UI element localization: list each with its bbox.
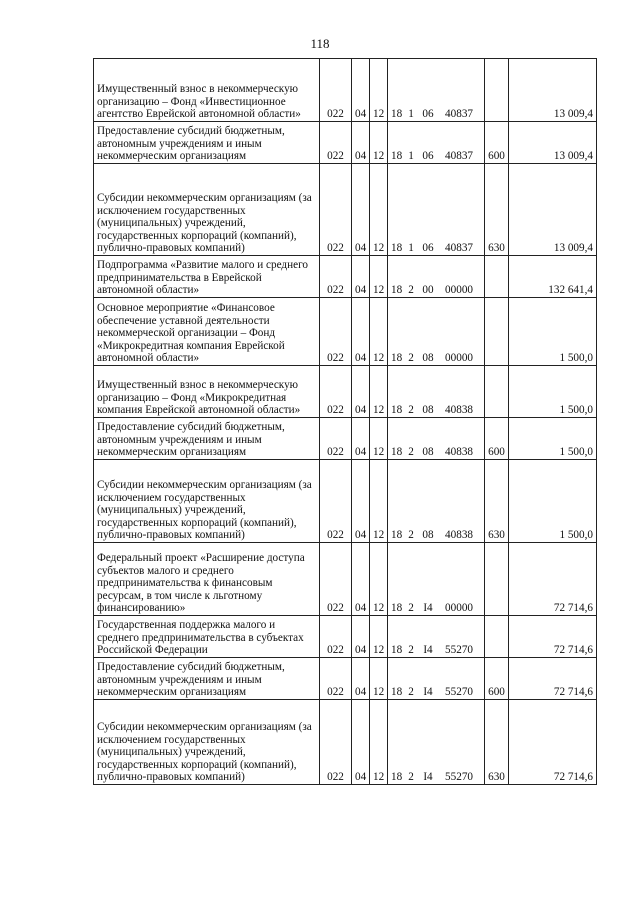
cell-grbs: 022 bbox=[320, 366, 352, 418]
cell-target-article bbox=[388, 256, 485, 298]
cell-subsection: 12 bbox=[370, 616, 388, 658]
cell-amount: 132 641,4 bbox=[509, 256, 597, 298]
article-program: 18 bbox=[391, 150, 403, 163]
cell-expense-type: 630 bbox=[485, 700, 509, 785]
cell-section: 04 bbox=[352, 256, 370, 298]
article-program: 18 bbox=[391, 404, 403, 417]
cell-subsection: 12 bbox=[370, 700, 388, 785]
cell-grbs: 022 bbox=[320, 418, 352, 460]
cell-target-article bbox=[388, 59, 485, 122]
cell-section: 04 bbox=[352, 298, 370, 366]
article-direction: 00000 bbox=[445, 352, 473, 365]
table-row bbox=[94, 460, 597, 543]
cell-target-article bbox=[388, 366, 485, 418]
cell-expense-type bbox=[485, 256, 509, 298]
article-measure: 00 bbox=[422, 284, 434, 297]
page-number: 118 bbox=[310, 36, 330, 51]
cell-section: 04 bbox=[352, 658, 370, 700]
article-measure: 06 bbox=[422, 108, 434, 121]
cell-section: 04 bbox=[352, 700, 370, 785]
cell-target-article bbox=[388, 122, 485, 164]
cell-expense-type bbox=[485, 366, 509, 418]
cell-section: 04 bbox=[352, 366, 370, 418]
article-program: 18 bbox=[391, 352, 403, 365]
cell-expense-type: 600 bbox=[485, 122, 509, 164]
row-name: Федеральный проект «Расширение доступа субъектов малого и среднего предпринимательства к финансовым ресурсам, в том числе к льготному финансированию» bbox=[94, 543, 320, 616]
row-name: Предоставление субсидий бюджетным, автономным учреждениям и иным некоммерческим организациям bbox=[94, 658, 320, 700]
cell-expense-type: 600 bbox=[485, 658, 509, 700]
cell-grbs: 022 bbox=[320, 59, 352, 122]
article-subprogram: 2 bbox=[408, 602, 414, 615]
cell-amount: 1 500,0 bbox=[509, 418, 597, 460]
cell-amount: 72 714,6 bbox=[509, 616, 597, 658]
article-program: 18 bbox=[391, 686, 403, 699]
cell-expense-type bbox=[485, 616, 509, 658]
article-subprogram: 2 bbox=[408, 284, 414, 297]
cell-subsection: 12 bbox=[370, 164, 388, 256]
row-name: Предоставление субсидий бюджетным, автономным учреждениям и иным некоммерческим организациям bbox=[94, 418, 320, 460]
article-program: 18 bbox=[391, 644, 403, 657]
article-direction: 40837 bbox=[445, 108, 473, 121]
article-program: 18 bbox=[391, 446, 403, 459]
article-measure: I4 bbox=[423, 686, 433, 699]
article-measure: I4 bbox=[423, 771, 433, 784]
cell-grbs: 022 bbox=[320, 616, 352, 658]
row-name: Предоставление субсидий бюджетным, автономным учреждениям и иным некоммерческим организациям bbox=[94, 122, 320, 164]
cell-subsection: 12 bbox=[370, 122, 388, 164]
cell-subsection: 12 bbox=[370, 298, 388, 366]
article-subprogram: 2 bbox=[408, 529, 414, 542]
row-name: Субсидии некоммерческим организациям (за исключением государственных (муниципальных) учреждений, государственных корпораций (компаний), публично-правовых компаний) bbox=[94, 164, 320, 256]
article-subprogram: 2 bbox=[408, 352, 414, 365]
table-row bbox=[94, 700, 597, 785]
cell-amount: 72 714,6 bbox=[509, 658, 597, 700]
table-row bbox=[94, 418, 597, 460]
article-subprogram: 2 bbox=[408, 446, 414, 459]
cell-grbs: 022 bbox=[320, 256, 352, 298]
article-direction: 55270 bbox=[445, 771, 473, 784]
table-row bbox=[94, 543, 597, 616]
cell-expense-type: 630 bbox=[485, 460, 509, 543]
cell-grbs: 022 bbox=[320, 460, 352, 543]
table-row bbox=[94, 122, 597, 164]
cell-section: 04 bbox=[352, 418, 370, 460]
cell-grbs: 022 bbox=[320, 164, 352, 256]
row-name: Имущественный взнос в некоммерческую организацию – Фонд «Микрокредитная компания Еврейской автономной области» bbox=[94, 366, 320, 418]
article-direction: 55270 bbox=[445, 686, 473, 699]
table-row bbox=[94, 366, 597, 418]
cell-section: 04 bbox=[352, 543, 370, 616]
cell-subsection: 12 bbox=[370, 256, 388, 298]
table-row bbox=[94, 164, 597, 256]
table-row bbox=[94, 256, 597, 298]
article-direction: 40837 bbox=[445, 242, 473, 255]
cell-expense-type bbox=[485, 298, 509, 366]
table-row bbox=[94, 616, 597, 658]
cell-section: 04 bbox=[352, 59, 370, 122]
cell-amount: 72 714,6 bbox=[509, 543, 597, 616]
table-row bbox=[94, 658, 597, 700]
cell-expense-type bbox=[485, 543, 509, 616]
cell-target-article bbox=[388, 658, 485, 700]
article-direction: 40838 bbox=[445, 404, 473, 417]
article-subprogram: 1 bbox=[408, 150, 414, 163]
article-measure: 08 bbox=[422, 529, 434, 542]
cell-subsection: 12 bbox=[370, 418, 388, 460]
cell-expense-type: 600 bbox=[485, 418, 509, 460]
cell-target-article bbox=[388, 164, 485, 256]
article-program: 18 bbox=[391, 284, 403, 297]
cell-subsection: 12 bbox=[370, 366, 388, 418]
budget-table bbox=[93, 58, 597, 785]
article-direction: 40838 bbox=[445, 529, 473, 542]
row-name: Субсидии некоммерческим организациям (за исключением государственных (муниципальных) учреждений, государственных корпораций (компаний), публично-правовых компаний) bbox=[94, 700, 320, 785]
cell-target-article bbox=[388, 616, 485, 658]
article-subprogram: 2 bbox=[408, 404, 414, 417]
cell-expense-type: 630 bbox=[485, 164, 509, 256]
cell-target-article bbox=[388, 298, 485, 366]
cell-subsection: 12 bbox=[370, 543, 388, 616]
article-subprogram: 1 bbox=[408, 242, 414, 255]
article-program: 18 bbox=[391, 108, 403, 121]
article-subprogram: 2 bbox=[408, 644, 414, 657]
article-subprogram: 2 bbox=[408, 686, 414, 699]
article-program: 18 bbox=[391, 602, 403, 615]
article-measure: 08 bbox=[422, 404, 434, 417]
cell-amount: 13 009,4 bbox=[509, 122, 597, 164]
cell-amount: 72 714,6 bbox=[509, 700, 597, 785]
cell-amount: 1 500,0 bbox=[509, 298, 597, 366]
cell-subsection: 12 bbox=[370, 658, 388, 700]
cell-target-article bbox=[388, 543, 485, 616]
cell-section: 04 bbox=[352, 616, 370, 658]
cell-amount: 13 009,4 bbox=[509, 164, 597, 256]
cell-grbs: 022 bbox=[320, 543, 352, 616]
cell-amount: 1 500,0 bbox=[509, 366, 597, 418]
cell-grbs: 022 bbox=[320, 122, 352, 164]
article-subprogram: 1 bbox=[408, 108, 414, 121]
article-measure: 08 bbox=[422, 352, 434, 365]
cell-section: 04 bbox=[352, 164, 370, 256]
article-measure: I4 bbox=[423, 602, 433, 615]
row-name: Основное мероприятие «Финансовое обеспечение уставной деятельности некоммерческой организации – Фонд «Микрокредитная компания Еврейской автономной области» bbox=[94, 298, 320, 366]
cell-grbs: 022 bbox=[320, 298, 352, 366]
article-program: 18 bbox=[391, 529, 403, 542]
table-row bbox=[94, 298, 597, 366]
cell-grbs: 022 bbox=[320, 700, 352, 785]
article-direction: 00000 bbox=[445, 284, 473, 297]
cell-target-article bbox=[388, 418, 485, 460]
cell-expense-type bbox=[485, 59, 509, 122]
table-row bbox=[94, 59, 597, 122]
row-name: Субсидии некоммерческим организациям (за исключением государственных (муниципальных) учреждений, государственных корпораций (компаний), публично-правовых компаний) bbox=[94, 460, 320, 543]
article-subprogram: 2 bbox=[408, 771, 414, 784]
row-name: Подпрограмма «Развитие малого и среднего предпринимательства в Еврейской автономной области» bbox=[94, 256, 320, 298]
row-name: Государственная поддержка малого и среднего предпринимательства в субъектах Российской Федерации bbox=[94, 616, 320, 658]
cell-section: 04 bbox=[352, 122, 370, 164]
article-program: 18 bbox=[391, 771, 403, 784]
article-measure: 06 bbox=[422, 242, 434, 255]
article-direction: 55270 bbox=[445, 644, 473, 657]
article-direction: 40838 bbox=[445, 446, 473, 459]
cell-target-article bbox=[388, 700, 485, 785]
article-direction: 40837 bbox=[445, 150, 473, 163]
cell-grbs: 022 bbox=[320, 658, 352, 700]
cell-subsection: 12 bbox=[370, 59, 388, 122]
article-program: 18 bbox=[391, 242, 403, 255]
article-measure: 08 bbox=[422, 446, 434, 459]
article-measure: 06 bbox=[422, 150, 434, 163]
row-name: Имущественный взнос в некоммерческую организацию – Фонд «Инвестиционное агентство Еврейской автономной области» bbox=[94, 59, 320, 122]
cell-section: 04 bbox=[352, 460, 370, 543]
cell-amount: 1 500,0 bbox=[509, 460, 597, 543]
cell-target-article bbox=[388, 460, 485, 543]
article-direction: 00000 bbox=[445, 602, 473, 615]
article-measure: I4 bbox=[423, 644, 433, 657]
cell-subsection: 12 bbox=[370, 460, 388, 543]
cell-amount: 13 009,4 bbox=[509, 59, 597, 122]
